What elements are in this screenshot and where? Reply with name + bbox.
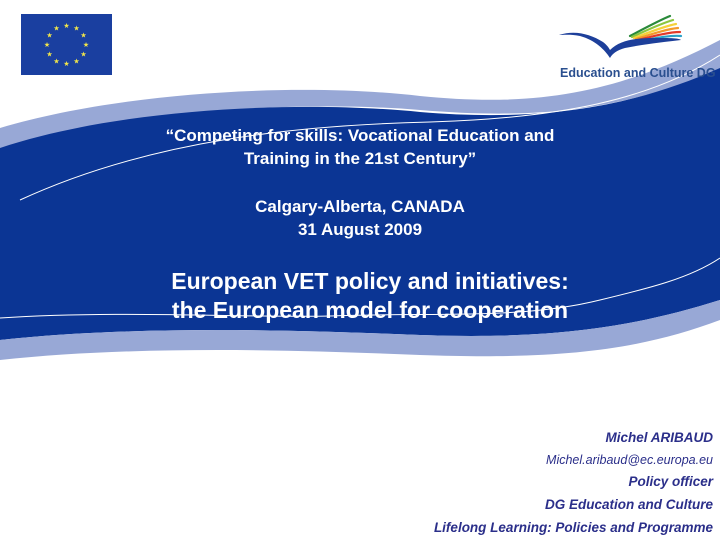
svg-text:★: ★: [46, 51, 53, 59]
presentation-title-line-2: the European model for cooperation: [171, 297, 569, 323]
svg-text:★: ★: [43, 42, 51, 49]
svg-text:★: ★: [53, 58, 60, 66]
svg-text:★: ★: [63, 23, 70, 30]
svg-text:★: ★: [73, 25, 80, 33]
event-title-line-2: Training in the 21st Century”: [243, 149, 477, 168]
dg-logo-label: Education and Culture DG: [560, 66, 716, 80]
presentation-title-line-1: European VET policy and initiatives:: [171, 268, 569, 294]
speaker-role: Policy officer: [628, 474, 713, 489]
education-culture-bird-icon: [555, 10, 715, 60]
svg-text:★: ★: [53, 25, 60, 33]
speaker-email[interactable]: Michel.aribaud@ec.europa.eu: [546, 453, 713, 467]
event-location: Calgary-Alberta, CANADA: [255, 197, 465, 216]
eu-flag-logo: [21, 14, 112, 75]
svg-text:★: ★: [80, 32, 87, 40]
eu-flag-icon: [21, 14, 112, 75]
svg-text:★: ★: [46, 32, 53, 40]
education-culture-dg-logo: [555, 10, 715, 82]
svg-text:★: ★: [82, 42, 90, 49]
event-title-line-1: “Competing for skills: Vocational Education and: [165, 126, 555, 145]
speaker-name: Michel ARIBAUD: [605, 430, 713, 445]
svg-text:★: ★: [63, 61, 70, 68]
event-date: 31 August 2009: [297, 220, 423, 239]
speaker-department: DG Education and Culture: [544, 497, 713, 512]
svg-text:★: ★: [73, 58, 80, 66]
speaker-unit: Lifelong Learning: Policies and Programme: [433, 520, 713, 535]
svg-text:★: ★: [80, 51, 87, 59]
